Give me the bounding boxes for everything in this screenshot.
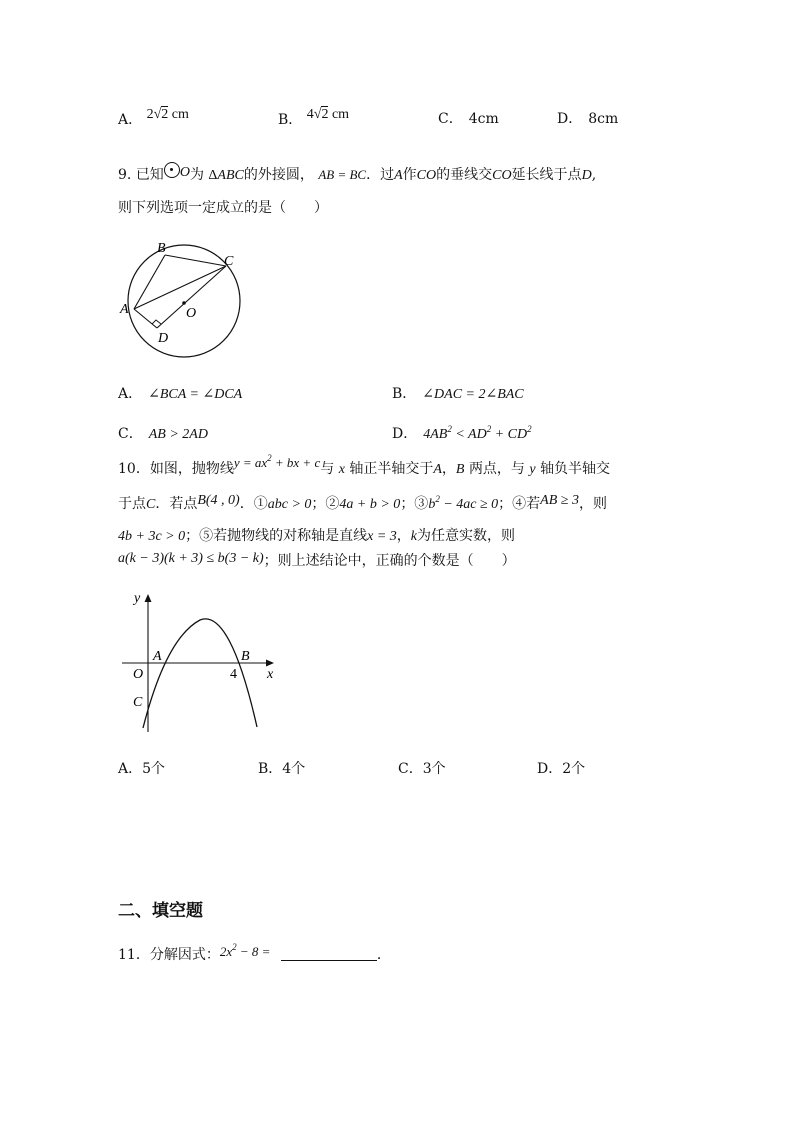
label-b: B	[157, 241, 166, 256]
segment-ad	[134, 309, 157, 328]
superscript: 2	[447, 424, 452, 434]
q9-abc: ABC	[217, 168, 244, 183]
q8-option-b	[278, 107, 350, 131]
q10-stem-line4	[118, 551, 516, 572]
q9-option-c	[118, 424, 208, 445]
q10-text: ；④若	[498, 496, 541, 512]
q11-stem	[118, 942, 391, 965]
q8-option-b-unit: cm	[331, 107, 350, 122]
label-d: D	[158, 331, 169, 346]
q8-option-d	[557, 109, 618, 129]
superscript: 2	[527, 424, 532, 434]
label-y: y	[134, 591, 141, 606]
q9-option-b-math: ∠DAC = 2∠BAC	[422, 387, 524, 402]
y-axis-arrow-icon	[145, 594, 152, 602]
q9-option-a-label: A．	[118, 386, 143, 402]
superscript: 2	[486, 424, 492, 434]
q8-option-a-radicand: 2	[161, 107, 169, 122]
section-title: 二、填空题	[118, 901, 203, 921]
superscript: 2	[267, 453, 272, 463]
q9-text: 为	[189, 167, 204, 183]
q10-a: A	[433, 462, 442, 477]
q10-x: x	[338, 462, 345, 477]
q10-text: ．①	[239, 496, 268, 512]
q9-option-c-math: AB > 2AD	[148, 427, 208, 442]
q10-text: ；则上述结论中，正确的个数是（ ）	[263, 553, 516, 569]
q8-option-c-label: C．	[438, 111, 463, 127]
q10-text: ；③	[400, 496, 429, 512]
q8-option-a-coef: 2	[146, 107, 154, 122]
label-o: O	[133, 667, 144, 682]
q9-a: A	[394, 168, 403, 183]
q9-text: 的外接圆，	[243, 167, 314, 183]
q9-circle-o: O	[179, 165, 190, 180]
right-angle-mark	[152, 320, 161, 324]
q10-text: 与	[320, 461, 335, 477]
q10-cond2: 4a + b > 0	[339, 497, 401, 512]
q10-text: 两点，与	[468, 461, 525, 477]
center-dot	[182, 301, 186, 305]
q10-cond3: b	[428, 497, 436, 512]
q10-y: y	[529, 462, 536, 477]
q10-option-c: C．3个	[398, 761, 446, 777]
q10-option-d: D．2个	[537, 761, 586, 777]
q10-text: 10．如图，抛物线	[118, 461, 234, 477]
q10-point-b: B(4 , 0)	[197, 493, 240, 508]
q10-cond3: − 4ac ≥ 0	[439, 497, 499, 512]
label-four: 4	[230, 667, 237, 682]
q8-option-b-coef: 4	[306, 107, 314, 122]
q9-number: 9.	[118, 167, 132, 183]
q10-text: 为任意实数，则	[417, 528, 515, 544]
q11-expr: − 8 =	[236, 944, 271, 959]
q10-stem-line1	[118, 453, 611, 480]
label-o: O	[186, 306, 197, 321]
segment-bc	[165, 255, 226, 266]
q9-co: CO	[416, 168, 437, 183]
q9-text: 已知	[135, 167, 164, 183]
q10-text: 于点	[118, 496, 146, 512]
q10-option-a: A．5个	[118, 761, 166, 777]
q10-b: B	[455, 462, 465, 477]
label-b: B	[241, 649, 250, 664]
q10-figure	[120, 586, 290, 734]
q10-text: 轴负半轴交	[540, 461, 611, 477]
segment-ac	[134, 266, 226, 309]
label-c: C	[224, 254, 234, 269]
parabola-curve	[143, 619, 257, 728]
label-x: x	[267, 667, 274, 682]
q10-text: ．若点	[155, 496, 198, 512]
answer-blank[interactable]	[281, 946, 377, 961]
q8-option-a-label: A．	[118, 112, 143, 128]
segment-ab	[134, 255, 165, 309]
q10-eq: + bx + c	[271, 455, 321, 470]
q10-text: ；⑤若抛物线的对称轴是直线	[185, 528, 368, 544]
superscript: 2	[435, 494, 440, 504]
q9-option-d-label: D．	[392, 426, 418, 442]
q8-option-c	[438, 109, 499, 129]
q11-prefix: 11．分解因式：	[118, 947, 220, 963]
label-a: A	[120, 302, 129, 317]
q10-text: ，	[396, 528, 411, 544]
q9-text: 作	[402, 167, 417, 183]
q10-cond1: abc > 0	[267, 497, 312, 512]
label-c: C	[133, 695, 143, 710]
circle-dot-icon	[164, 162, 180, 178]
q8-option-b-label: B．	[278, 112, 303, 128]
q9-triangle: Δ	[208, 168, 218, 183]
q10-stem-line2	[118, 494, 607, 515]
q11-expr: 2x	[219, 944, 233, 959]
q9-stem-line2: 则下列选项一定成立的是（ ）	[118, 200, 328, 216]
q11-suffix: ．	[376, 947, 391, 963]
q9-d: D	[581, 168, 592, 183]
sqrt-icon: √	[153, 107, 162, 122]
q9-eq: AB = BC	[318, 167, 367, 182]
q9-option-a	[118, 384, 242, 405]
q9-option-a-math: ∠BCA = ∠DCA	[148, 387, 243, 402]
q9-option-c-label: C．	[118, 426, 143, 442]
q9-option-b	[392, 384, 524, 405]
superscript: 2	[232, 942, 237, 952]
q10-text: ，则	[578, 496, 607, 512]
q9-text: ．过	[366, 167, 395, 183]
q10-c: C	[146, 497, 156, 512]
x-axis-arrow-icon	[266, 660, 274, 667]
q10-text: ；②	[311, 496, 340, 512]
q10-cond4-result: 4b + 3c > 0	[118, 529, 186, 544]
q9-text: ,	[591, 167, 597, 183]
q9-option-d	[392, 424, 532, 445]
q10-k: k	[410, 529, 417, 544]
sqrt-icon: √	[313, 107, 322, 122]
q8-option-b-radicand: 2	[321, 107, 329, 122]
q10-cond4: AB ≥ 3	[540, 493, 579, 508]
q9-co: CO	[492, 168, 512, 183]
q9-stem-line1	[118, 165, 596, 186]
q9-text: 的垂线交	[436, 167, 493, 183]
q9-option-d-math: < AD	[451, 427, 487, 442]
q9-option-b-label: B．	[392, 386, 417, 402]
q10-text: 轴正半轴交于	[349, 461, 434, 477]
q8-option-d-label: D．	[557, 111, 583, 127]
q10-text: ，	[441, 461, 456, 477]
q10-axis: x = 3	[367, 529, 397, 544]
q8-option-d-value: 8cm	[588, 111, 619, 127]
q9-option-d-math: 4AB	[423, 427, 448, 442]
q9-option-d-math: + CD	[491, 427, 528, 442]
q8-option-a-unit: cm	[171, 107, 189, 122]
q8-option-c-value: 4cm	[468, 111, 499, 127]
label-a: A	[153, 649, 162, 664]
q9-figure	[114, 238, 254, 360]
q9-text: 延长线于点	[511, 167, 582, 183]
q10-option-b: B．4个	[258, 761, 306, 777]
q10-cond5: a(k − 3)(k + 3) ≤ b(3 − k)	[118, 551, 264, 566]
q10-eq: y = ax	[233, 455, 268, 470]
q10-stem-line3	[118, 526, 515, 547]
q8-option-a	[118, 107, 189, 131]
